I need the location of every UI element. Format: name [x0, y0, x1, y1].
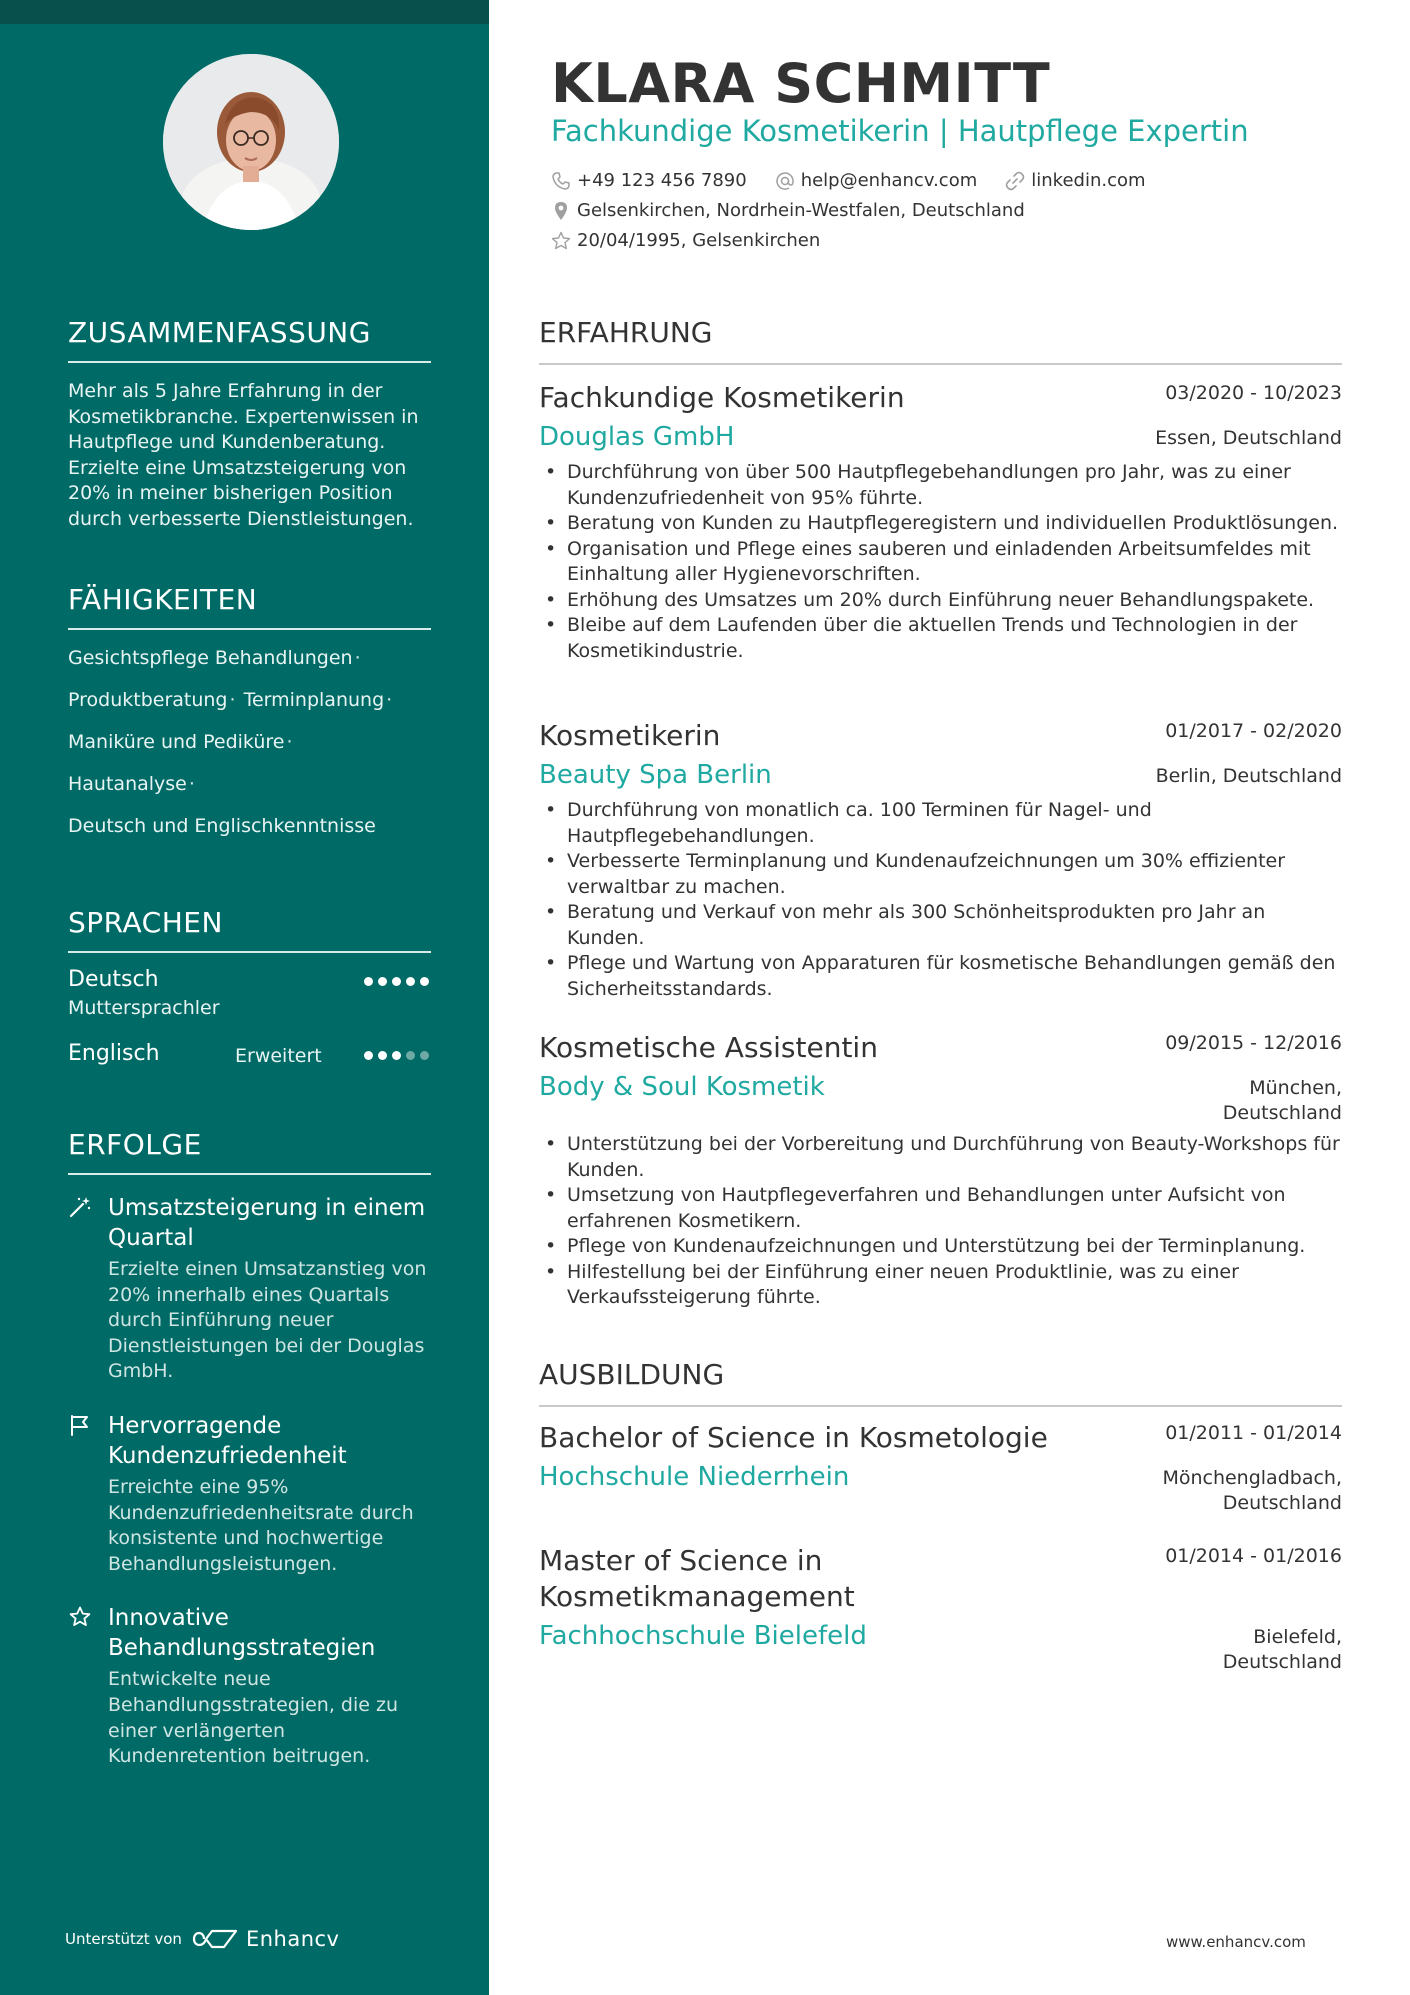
skills-list: Gesichtspflege Behandlungen · Produktberatung · Terminplanung · Maniküre und Pediküre · Hautanalyse · Deutsch und Englischkenntnisse: [68, 647, 393, 837]
rating-dot-filled: [364, 977, 373, 986]
footer-url[interactable]: www.enhancv.com: [1166, 1933, 1306, 1951]
job-bullet: • Bleibe auf dem Laufenden über die aktuellen Trends und Technologien in der Kosmetikindustrie.: [539, 613, 1342, 664]
star-outline-icon: [551, 231, 571, 251]
education-degree: Master of Science in Kosmetikmanagement: [539, 1544, 855, 1613]
birth-row: [551, 230, 820, 251]
at-icon: [775, 171, 795, 191]
job-date: 09/2015 - 12/2016: [1165, 1032, 1342, 1054]
location-text: Gelsenkirchen, Nordrhein-Westfalen, Deutschland: [577, 200, 1025, 221]
powered-by-label: Unterstützt von: [65, 1930, 182, 1948]
rating-dot-empty: [420, 1051, 429, 1060]
achievement-desc: Erzielte einen Umsatzanstieg von 20% innerhalb eines Quartals durch Einführung neuer Dienstleistungen bei der Douglas GmbH.: [108, 1258, 427, 1383]
location-row: [551, 200, 1025, 221]
job-bullet: • Hilfestellung bei der Einführung einer neuen Produktlinie, was zu einer Verkaufssteigerung führte.: [539, 1260, 1342, 1311]
skill-item: Produktberatung: [68, 689, 228, 711]
language-rating: [364, 1051, 429, 1060]
experience-title: ERFAHRUNG: [539, 316, 1342, 365]
education-entry: [539, 1420, 1342, 1514]
job-bullets: [539, 460, 1342, 664]
education-location: Bielefeld, Deutschland: [1222, 1626, 1342, 1673]
achievement-desc: Entwickelte neue Behandlungsstrategien, die zu einer verlängerten Kundenretention beitrugen.: [108, 1668, 399, 1768]
powered-by: [65, 1927, 339, 1951]
education-date: 01/2011 - 01/2014: [1165, 1422, 1342, 1444]
job-location: Essen, Deutschland: [1155, 427, 1342, 449]
achievement-title: Innovative Behandlungsstrategien: [108, 1605, 376, 1662]
achievements-section: [68, 1128, 431, 1770]
flag-icon: [68, 1413, 92, 1437]
job-bullet: • Unterstützung bei der Vorbereitung und Durchführung von Beauty-Workshops für Kunden.: [539, 1132, 1342, 1183]
education-degree: Bachelor of Science in Kosmetologie: [539, 1421, 1048, 1454]
rating-dot-filled: [392, 977, 401, 986]
job-bullet: • Beratung und Verkauf von mehr als 300 Schönheitsprodukten pro Jahr an Kunden.: [539, 900, 1342, 951]
job-bullet: • Pflege und Wartung von Apparaturen für kosmetische Behandlungen gemäß den Sicherheitsstandards.: [539, 951, 1342, 1002]
job-bullet: • Durchführung von über 500 Hautpflegebehandlungen pro Jahr, was zu einer Kundenzufriedenheit von 95% führte.: [539, 460, 1342, 511]
sidebar: [0, 0, 489, 1995]
infinity-icon: [192, 1927, 238, 1951]
achievement-title: Umsatzsteigerung in einem Quartal: [108, 1195, 426, 1251]
education-entry: [539, 1543, 1342, 1673]
job-entry: [539, 718, 1342, 1002]
job-date: 03/2020 - 10/2023: [1165, 382, 1342, 404]
star-icon: [68, 1605, 92, 1629]
birth-text: 20/04/1995, Gelsenkirchen: [577, 230, 821, 251]
achievement-item: [68, 1411, 431, 1577]
job-entry: [539, 1030, 1342, 1311]
rating-dot-filled: [406, 977, 415, 986]
language-row: [68, 1027, 431, 1089]
job-title: Kosmetikerin: [539, 719, 721, 752]
contact-row: [551, 170, 1146, 191]
summary-text: Mehr als 5 Jahre Erfahrung in der Kosmetikbranche. Expertenwissen in Hautpflege und Kundenberatung. Erzielte eine Umsatzsteigerung von 20% in meiner bisherigen Position durch verbesserte Dienstleistungen.: [68, 380, 419, 530]
phone-icon: [551, 171, 571, 191]
languages-section: [68, 906, 431, 1089]
language-name: Deutsch: [68, 967, 159, 992]
achievement-item: [68, 1603, 431, 1769]
skill-item: Hautanalyse: [68, 773, 187, 795]
rating-dot-filled: [420, 977, 429, 986]
job-bullet: • Pflege von Kundenaufzeichnungen und Unterstützung bei der Terminplanung.: [539, 1234, 1342, 1260]
email-link[interactable]: help@enhancv.com: [800, 170, 978, 191]
job-date: 01/2017 - 02/2020: [1165, 720, 1342, 742]
job-company: Beauty Spa Berlin: [539, 760, 772, 790]
education-title: AUSBILDUNG: [539, 1358, 1342, 1407]
achievement-desc: Erreichte eine 95% Kundenzufriedenheitsrate durch konsistente und hochwertige Behandlungsleistungen.: [108, 1475, 414, 1575]
summary-title: ZUSAMMENFASSUNG: [68, 316, 431, 363]
enhancv-brand: Enhancv: [245, 1927, 340, 1951]
language-level: Muttersprachler: [68, 997, 220, 1019]
language-row: [68, 953, 431, 1027]
job-bullet: • Umsetzung von Hautpflegeverfahren und Behandlungen unter Aufsicht von erfahrenen Kosmetikern.: [539, 1183, 1342, 1234]
candidate-name: KLARA SCHMITT: [551, 52, 1051, 115]
job-company: Body & Soul Kosmetik: [539, 1072, 825, 1102]
skill-item: Deutsch und Englischkenntnisse: [68, 815, 376, 837]
language-rating: [364, 977, 429, 986]
education-date: 01/2014 - 01/2016: [1165, 1545, 1342, 1567]
phone-number[interactable]: +49 123 456 7890: [577, 170, 747, 191]
location-pin-icon: [551, 201, 571, 221]
rating-dot-empty: [406, 1051, 415, 1060]
job-bullet: • Verbesserte Terminplanung und Kundenaufzeichnungen um 30% effizienter verwaltbar zu machen.: [539, 849, 1342, 900]
education-school: Fachhochschule Bielefeld: [539, 1621, 867, 1651]
rating-dot-filled: [378, 1051, 387, 1060]
candidate-headline: Fachkundige Kosmetikerin | Hautpflege Expertin: [551, 114, 1249, 148]
skills-section: [68, 583, 431, 856]
job-bullet: • Erhöhung des Umsatzes um 20% durch Einführung neuer Behandlungspakete.: [539, 588, 1342, 614]
summary-section: [68, 316, 431, 533]
rating-dot-filled: [364, 1051, 373, 1060]
job-company: Douglas GmbH: [539, 422, 735, 452]
languages-title: SPRACHEN: [68, 906, 431, 953]
skill-item: Maniküre und Pediküre: [68, 731, 285, 753]
rating-dot-filled: [392, 1051, 401, 1060]
skills-title: FÄHIGKEITEN: [68, 583, 431, 630]
achievement-title: Hervorragende Kundenzufriedenheit: [108, 1412, 347, 1469]
linkedin-link[interactable]: linkedin.com: [1031, 170, 1146, 191]
job-bullets: [539, 1132, 1342, 1311]
education-school: Hochschule Niederrhein: [539, 1462, 850, 1492]
sidebar-top-bar: [0, 0, 489, 24]
avatar: [163, 54, 339, 230]
skill-item: Gesichtspflege Behandlungen: [68, 647, 353, 669]
job-bullet: • Organisation und Pflege eines sauberen und einladenden Arbeitsumfeldes mit Einhaltung aller Hygienevorschriften.: [539, 537, 1342, 588]
magic-wand-icon: [68, 1195, 92, 1219]
language-name: Englisch: [68, 1041, 160, 1066]
job-bullets: [539, 798, 1342, 1002]
enhancv-logo[interactable]: [192, 1927, 340, 1951]
skill-item: Terminplanung: [243, 689, 385, 711]
job-location: Berlin, Deutschland: [1155, 765, 1342, 787]
education-location: Mönchengladbach, Deutschland: [1162, 1467, 1342, 1514]
job-title: Fachkundige Kosmetikerin: [539, 381, 905, 414]
job-title: Kosmetische Assistentin: [539, 1031, 878, 1064]
link-icon: [1005, 171, 1025, 191]
job-bullet: • Beratung von Kunden zu Hautpflegeregistern und individuellen Produktlösungen.: [539, 511, 1342, 537]
job-bullet: • Durchführung von monatlich ca. 100 Terminen für Nagel- und Hautpflegebehandlungen.: [539, 798, 1342, 849]
rating-dot-filled: [378, 977, 387, 986]
achievement-item: [68, 1193, 431, 1385]
job-entry: [539, 380, 1342, 664]
achievements-title: ERFOLGE: [68, 1128, 431, 1175]
language-level: Erweitert: [235, 1045, 322, 1067]
job-location: München, Deutschland: [1222, 1077, 1342, 1124]
